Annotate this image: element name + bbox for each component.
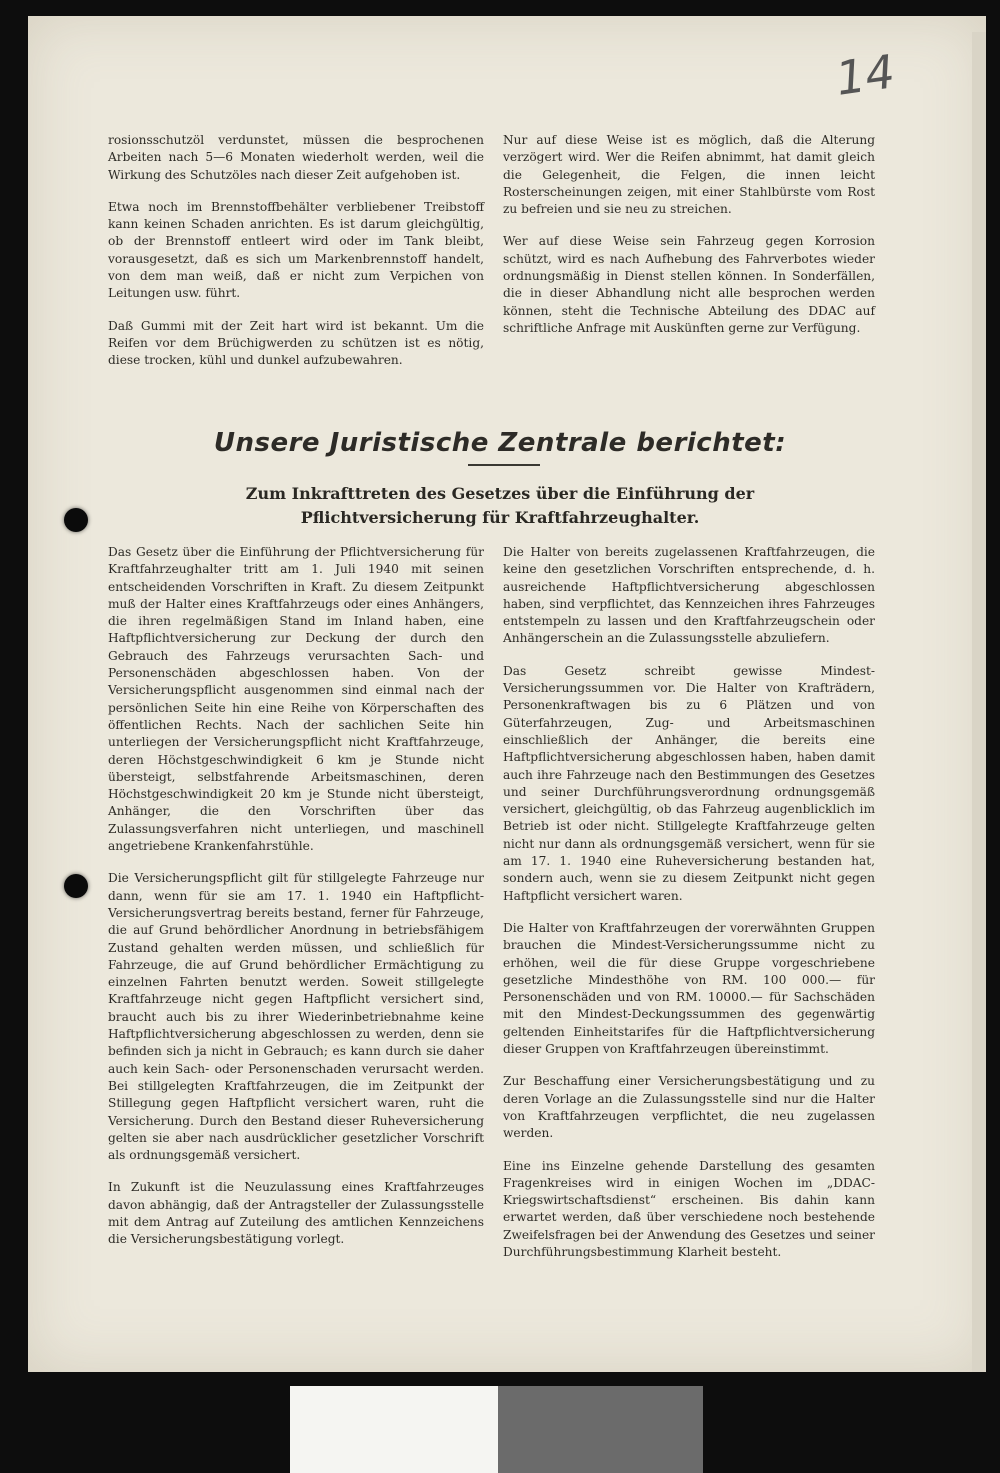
paragraph: Etwa noch im Brennstoffbehälter verbliebener Treibstoff kann keinen Schaden anrichten. Es ist darum gleichgültig, ob der Brennstoff entleert wird oder im Tank bleibt, vorausgesetzt, daß es sich um Markenbrennstoff handelt, von dem man weiß, daß er nicht zum Verpichen von Leitungen usw. führt. (108, 199, 484, 301)
paragraph: Zur Beschaffung einer Versicherungsbestätigung und zu deren Vorlage an die Zulassungsstelle sind nur die Halter von Kraftfahrzeugen verpflichtet, die neu zugelassen werden. (503, 1074, 875, 1141)
column-bottom-right (503, 544, 875, 1276)
column-bottom-left (108, 544, 484, 1264)
paragraph: Nur auf diese Weise ist es möglich, daß die Alterung verzögert wird. Wer die Reifen abnimmt, hat damit gleich die Gelegenheit, die Felgen, die innen leicht Rosterscheinungen zeigen, mit einer Stahlbürste vom Rost zu befreien und sie neu zu streichen. (503, 133, 875, 217)
paragraph: In Zukunft ist die Neuzulassung eines Kraftfahrzeuges davon abhängig, daß der Antragsteller der Zulassungsstelle mit dem Antrag auf Zuteilung des amtlichen Kennzeichens die Versicherungsbestätigung vorlegt. (108, 1180, 484, 1247)
paragraph: Daß Gummi mit der Zeit hart wird ist bekannt. Um die Reifen vor dem Brüchigwerden zu schützen ist es nötig, diese trocken, kühl und dunkel aufzubewahren. (108, 318, 484, 368)
column-top-right (503, 132, 875, 352)
divider (468, 464, 540, 466)
paragraph: Die Halter von bereits zugelassenen Kraftfahrzeugen, die keine den gesetzlichen Vorschriften entsprechende, d. h. ausreichende Haftpflichtversicherung abgeschlossen haben, sind verpflichtet, das Kennzeichen ihres Fahrzeuges entstempeln zu lassen und den Kraftfahrzeugschein oder Anhängerschein an die Zulassungsstelle abzuliefern. (503, 545, 875, 646)
punch-hole (64, 874, 88, 898)
paragraph: Eine ins Einzelne gehende Darstellung des gesamten Fragenkreises wird in einigen Wochen im „DDAC-Kriegswirtschaftsdienst“ erscheinen. Bis dahin kann erwartet werden, daß über verschiedene noch bestehende Zweifelsfragen bei der Anwendung des Gesetzes und seiner Durchführungsbestimmung Klarheit besteht. (503, 1158, 875, 1259)
column-top-left (108, 132, 484, 385)
paragraph: Die Halter von Kraftfahrzeugen der vorerwähnten Gruppen brauchen die Mindest-Versicherungssumme nicht zu erhöhen, weil die für diese Gruppe vorgeschriebene gesetzliche Mindesthöhe von RM. 100 000.— für Personenschäden und von RM. 10000.— für Sachschäden mit den Mindest-Deckungssummen des gegenwärtig geltenden Einheitstarifes für die Haftpflichtversicherung dieser Gruppen von Kraftfahrzeugen übereinstimmt. (503, 920, 875, 1057)
paragraph: Das Gesetz über die Einführung der Pflichtversicherung für Kraftfahrzeughalter tritt am 1. Juli 1940 mit seinen entscheidenden Vorschriften in Kraft. Zu diesem Zeitpunkt muß der Halter eines Kraftfahrzeugs oder eines Anhängers, die ihren regelmäßigen Stand im Inland haben, eine Haftpflichtversicherung zur Deckung der durch den Gebrauch des Fahrzeugs verursachten Sach- und Personenschäden abgeschlossen haben. Von der Versicherungspflicht ausgenommen sind einmal nach der persönlichen Seite hin eine Reihe von Körperschaften des öffentlichen Rechts. Nach der sachlichen Seite hin unterliegen der Versicherungspflicht nicht Kraftfahrzeuge, deren Höchstgeschwindigkeit 6 km je Stunde nicht übersteigt, selbstfahrende Arbeitsmaschinen, deren Höchstgeschwindigkeit 20 km je Stunde nicht übersteigt, Anhänger, die den Vorschriften über das Zulassungsverfahren nicht unterliegen, und maschinell angetriebene Krankenfahrstühle. (108, 545, 484, 854)
punch-hole (64, 508, 88, 532)
grey-reference-strip (498, 1386, 703, 1473)
page-edge (972, 32, 986, 1372)
white-reference-strip (290, 1386, 498, 1473)
paragraph: Die Versicherungspflicht gilt für stillgelegte Fahrzeuge nur dann, wenn für sie am 17. 1. 1940 ein Haftpflicht-Versicherungsvertrag bereits bestand, ferner für Fahrzeuge, die auf Grund behördlicher Anordnung in betriebsfähigem Zustand gehalten werden müssen, und schließlich für Fahrzeuge, die auf Grund behördlicher Ermächtigung zu einzelnen Fahrten benutzt werden. Soweit stillgelegte Kraftfahrzeuge nicht gegen Haftpflicht versichert sind, braucht auch bis zu ihrer Wiederinbetriebnahme keine Haftpflichtversicherung abgeschlossen zu werden, denn sie befinden sich ja nicht in Gebrauch; es kann durch sie daher auch kein Sach- oder Personenschaden verursacht werden. Bei stillgelegten Kraftfahrzeugen, die im Zeitpunkt der Stillegung gegen Haftpflicht versichert waren, ruht die Versicherung. Durch den Bestand dieser Ruheversicherung gelten sie aber nach ausdrücklicher gesetzlicher Vorschrift als ordnungsgemäß versichert. (108, 871, 484, 1163)
paragraph: Wer auf diese Weise sein Fahrzeug gegen Korrosion schützt, wird es nach Aufhebung des Fahrverbotes wieder ordnungsmäßig in Dienst stellen können. In Sonderfällen, die in dieser Abhandlung nicht alle besprochen werden können, steht die Technische Abteilung des DDAC auf schriftliche Anfrage mit Auskünften gerne zur Verfügung. (503, 234, 875, 335)
handwritten-page-number: 14 (832, 44, 899, 106)
paragraph: Das Gesetz schreibt gewisse Mindest-Versicherungssummen vor. Die Halter von Krafträdern, Personenkraftwagen bis zu 6 Plätzen und von Güterfahrzeugen, Zug- und Arbeitsmaschinen einschließlich der Anhänger, die bereits eine Haftpflichtversicherung abgeschlossen haben, haben damit auch ihre Fahrzeuge nach den Bestimmungen des Gesetzes und seiner Durchführungsverordnung ordnungsgemäß versichert, gleichgültig, ob das Fahrzeug augenblicklich im Betrieb ist oder nicht. Stillgelegte Kraftfahrzeuge gelten nicht nur dann als ordnungsgemäß versichert, wenn für sie am 17. 1. 1940 eine Ruheversicherung bestanden hat, sondern auch, wenn sie zu diesem Zeitpunkt nicht gegen Haftpflicht versichert waren. (503, 663, 875, 903)
paragraph: rosionsschutzöl verdunstet, müssen die besprochenen Arbeiten nach 5—6 Monaten wiederholt werden, weil die Wirkung des Schutzöles nach dieser Zeit aufgehoben ist. (108, 133, 484, 182)
section-heading: Unsere Juristische Zentrale berichtet: (213, 428, 787, 458)
article-title: Zum Inkrafttreten des Gesetzes über die Einführung der Pflichtversicherung für Kraftfahrzeughalter. (245, 484, 755, 527)
